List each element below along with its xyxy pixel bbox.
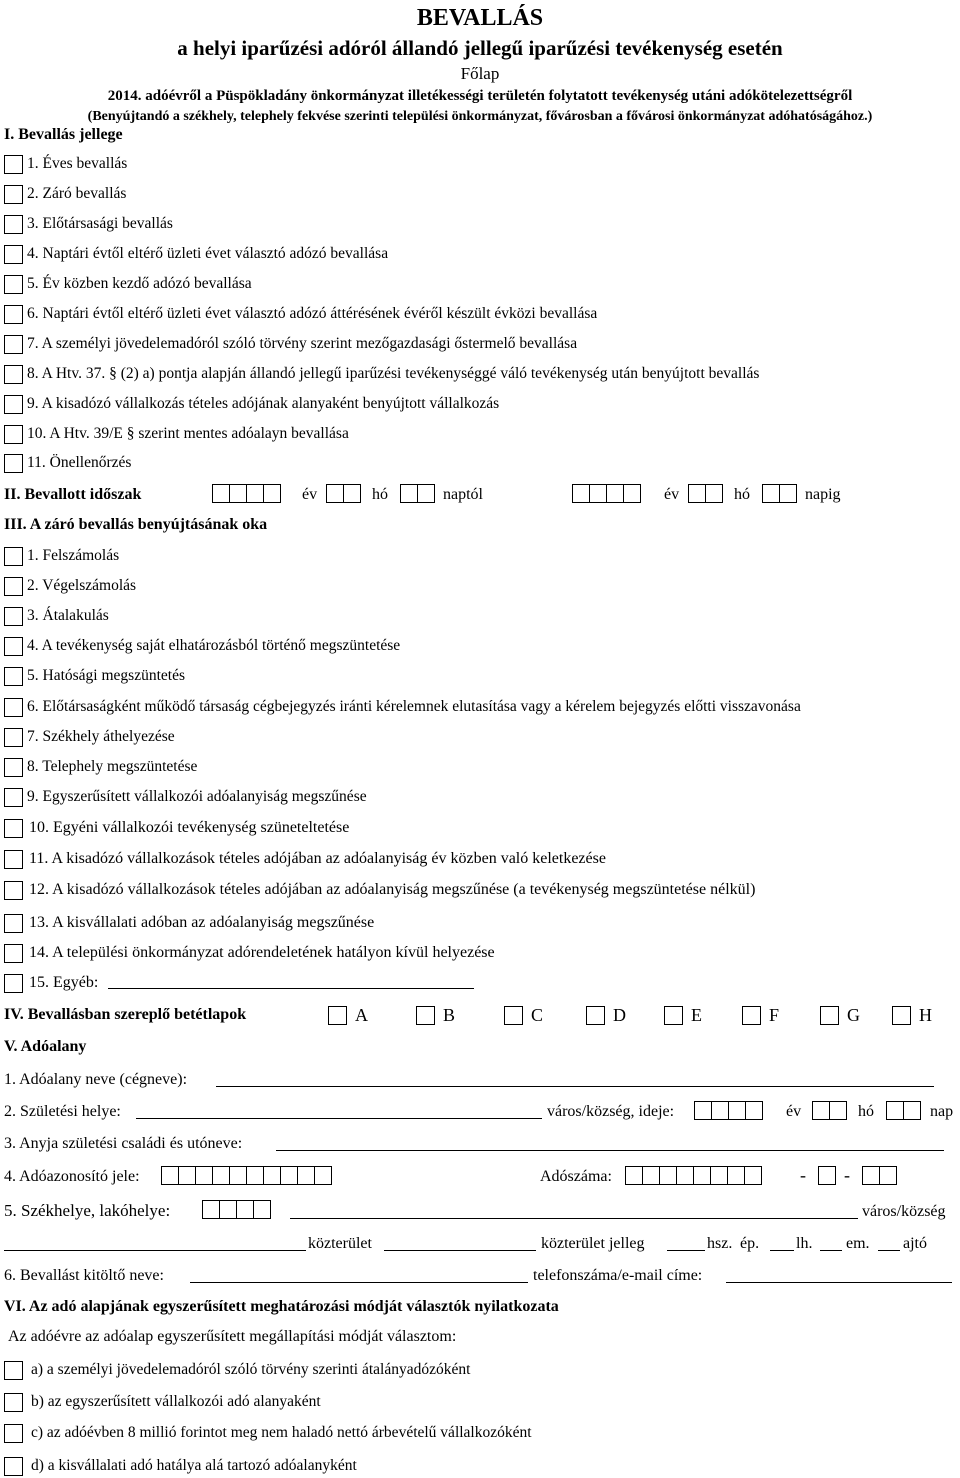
zaro-bevallas-reason-6[interactable]	[4, 696, 801, 718]
bevallas-jellege-option-9[interactable]	[4, 393, 499, 415]
bevallas-jellege-option-3-checkbox[interactable]	[4, 215, 23, 234]
zaro-bevallas-reason-1-label: 1. Felszámolás	[27, 547, 120, 564]
form-title: BEVALLÁS	[416, 5, 544, 31]
bevallas-jellege-option-6[interactable]	[4, 303, 597, 325]
house-number-label: hsz.	[707, 1235, 733, 1252]
period-end-month-label: hó	[734, 486, 750, 503]
zaro-bevallas-reason-8-checkbox[interactable]	[4, 758, 23, 777]
bevallas-jellege-option-4[interactable]	[4, 243, 388, 265]
bevallas-jellege-option-11-checkbox[interactable]	[4, 454, 23, 473]
period-start-month-boxes[interactable]	[326, 484, 360, 503]
zaro-bevallas-reason-4[interactable]	[4, 635, 400, 657]
bevallas-jellege-option-3-label: 3. Előtársasági bevallás	[27, 215, 173, 232]
zaro-bevallas-reason-3[interactable]	[4, 605, 109, 627]
bevallas-jellege-option-8-label: 8. A Htv. 37. § (2) a) pontja alapján állandó jellegű iparűzési tevékenységgé váló tevékenység után benyújtott bevallás	[27, 365, 760, 382]
tax-id-label: 4. Adóazonosító jele:	[4, 1168, 140, 1185]
attachment-sheet-letter: F	[769, 1005, 780, 1025]
zaro-bevallas-reason-2[interactable]	[4, 575, 136, 597]
zaro-bevallas-reason-12-checkbox[interactable]	[4, 881, 23, 900]
zaro-bevallas-reason-15-checkbox[interactable]	[4, 974, 23, 993]
simplified-method-option-b-checkbox[interactable]	[4, 1393, 23, 1412]
seat-label: 5. Székhelye, lakóhelye:	[4, 1201, 171, 1220]
zaro-bevallas-reason-3-label: 3. Átalakulás	[27, 607, 109, 624]
street-label: közterület	[308, 1235, 372, 1252]
zaro-bevallas-reason-14-label: 14. A települési önkormányzat adórendeletének hatályon kívül helyezése	[29, 944, 495, 961]
bevallas-jellege-option-5-label: 5. Év közben kezdő adózó bevallása	[27, 275, 252, 292]
section-3-title: III. A záró bevallás benyújtásának oka	[4, 516, 268, 533]
simplified-method-option-c-checkbox[interactable]	[4, 1424, 23, 1443]
simplified-method-option-c-label: c) az adóévben 8 millió forintot meg nem haladó nettó árbevételű vállalkozóként	[31, 1424, 532, 1441]
zaro-bevallas-reason-7-label: 7. Székhely áthelyezése	[27, 728, 175, 745]
section-1-title: I. Bevallás jellege	[4, 126, 123, 143]
section-6-title: VI. Az adó alapjának egyszerűsített meghatározási módját választók nyilatkozata	[4, 1298, 559, 1315]
zaro-bevallas-reason-4-checkbox[interactable]	[4, 637, 23, 656]
period-start-day-label: naptól	[443, 486, 483, 503]
attachment-sheet-d[interactable]	[586, 1005, 626, 1026]
zaro-bevallas-reason-8[interactable]	[4, 756, 197, 778]
staircase-field[interactable]	[820, 1250, 842, 1251]
zaro-bevallas-reason-10-checkbox[interactable]	[4, 819, 23, 838]
birth-day-label: nap	[930, 1103, 954, 1120]
bevallas-jellege-option-7-label: 7. A személyi jövedelemadóról szóló törvény szerint mezőgazdasági őstermelő bevallása	[27, 335, 578, 352]
simplified-method-option-b-label: b) az egyszerűsített vállalkozói adó alanyaként	[31, 1393, 321, 1410]
zaro-bevallas-reason-1-checkbox[interactable]	[4, 547, 23, 566]
simplified-method-option-a-checkbox[interactable]	[4, 1361, 23, 1380]
bevallas-jellege-option-1[interactable]	[4, 153, 127, 175]
birthplace-field[interactable]	[136, 1118, 542, 1119]
bevallas-jellege-option-1-label: 1. Éves bevallás	[27, 155, 128, 172]
city-field[interactable]	[290, 1218, 858, 1219]
simplified-method-option-a-label: a) a személyi jövedelemadóról szóló törvény szerinti átalányadózóként	[31, 1361, 471, 1378]
zaro-bevallas-reason-14[interactable]	[4, 942, 495, 964]
attachment-sheet-letter: B	[443, 1005, 456, 1025]
attachment-sheet-f[interactable]	[742, 1005, 779, 1026]
zaro-bevallas-reason-5[interactable]	[4, 665, 185, 687]
attachment-sheet-g[interactable]	[820, 1005, 860, 1026]
tax-id-boxes[interactable]	[161, 1166, 331, 1185]
city-label: város/község	[862, 1203, 946, 1220]
section-6-intro: Az adóévre az adóalap egyszerűsített megállapítási módját választom:	[8, 1328, 457, 1345]
mother-name-label: 3. Anyja születési családi és utóneve:	[4, 1135, 243, 1152]
bevallas-jellege-option-2[interactable]	[4, 183, 126, 205]
simplified-method-option-d[interactable]	[4, 1455, 357, 1477]
bevallas-jellege-option-3[interactable]	[4, 213, 173, 235]
period-end-day-boxes[interactable]	[762, 484, 796, 503]
zaro-bevallas-reason-15-label: 15. Egyéb:	[29, 974, 99, 991]
bevallas-jellege-option-11-label: 11. Önellenőrzés	[27, 454, 132, 471]
period-start-year-label: év	[302, 486, 318, 503]
attachment-sheet-b[interactable]	[416, 1005, 455, 1026]
building-label: ép.	[740, 1235, 760, 1252]
building-field[interactable]	[770, 1250, 794, 1251]
floor-label: em.	[846, 1235, 870, 1252]
bevallas-jellege-option-5[interactable]	[4, 273, 252, 295]
attachment-sheet-checkbox[interactable]	[820, 1006, 839, 1025]
phone-email-field[interactable]	[726, 1282, 952, 1283]
attachment-sheet-checkbox[interactable]	[664, 1006, 683, 1025]
period-end-month-boxes[interactable]	[688, 484, 722, 503]
zaro-bevallas-reason-9-checkbox[interactable]	[4, 788, 23, 807]
bevallas-jellege-option-9-checkbox[interactable]	[4, 395, 23, 414]
zaro-bevallas-reason-13[interactable]	[4, 912, 374, 934]
zaro-bevallas-reason-15[interactable]	[4, 972, 98, 994]
bevallas-jellege-option-9-label: 9. A kisadózó vállalkozás tételes adójának alanyaként benyújtott vállalkozás	[27, 395, 500, 412]
street-type-label: közterület jelleg	[541, 1235, 645, 1252]
zaro-bevallas-reason-13-label: 13. A kisvállalati adóban az adóalanyiság megszűnése	[29, 914, 375, 931]
staircase-label: lh.	[796, 1235, 813, 1252]
zaro-bevallas-reason-10-label: 10. Egyéni vállalkozói tevékenység szüneteltetése	[29, 819, 350, 836]
bevallas-jellege-option-1-checkbox[interactable]	[4, 155, 23, 174]
bevallas-jellege-option-7-checkbox[interactable]	[4, 335, 23, 354]
tax-number-label: Adószáma:	[540, 1168, 612, 1185]
period-start-year-boxes[interactable]	[212, 484, 280, 503]
other-reason-line[interactable]	[108, 988, 474, 989]
tax-number-vat-box[interactable]	[818, 1166, 835, 1185]
attachment-sheet-checkbox[interactable]	[504, 1006, 523, 1025]
zaro-bevallas-reason-8-label: 8. Telephely megszüntetése	[27, 758, 198, 775]
simplified-method-option-c[interactable]	[4, 1422, 532, 1444]
attachment-sheet-checkbox[interactable]	[416, 1006, 435, 1025]
bevallas-jellege-option-4-label: 4. Naptári évtől eltérő üzleti évet választó adózó bevallása	[27, 245, 389, 262]
bevallas-jellege-option-2-checkbox[interactable]	[4, 185, 23, 204]
attachment-sheet-checkbox[interactable]	[328, 1006, 347, 1025]
bevallas-jellege-option-11[interactable]	[4, 452, 131, 474]
page-label: Főlap	[460, 64, 500, 83]
attachment-sheet-a[interactable]	[328, 1005, 368, 1026]
birthplace-label: 2. Születési helye:	[4, 1103, 121, 1120]
bevallas-jellege-option-10[interactable]	[4, 423, 349, 445]
house-number-field[interactable]	[667, 1250, 705, 1251]
zaro-bevallas-reason-2-label: 2. Végelszámolás	[27, 577, 137, 594]
simplified-method-option-b[interactable]	[4, 1391, 321, 1413]
tax-number-county-boxes[interactable]	[862, 1166, 896, 1185]
zaro-bevallas-reason-10[interactable]	[4, 817, 349, 839]
bevallas-jellege-option-5-checkbox[interactable]	[4, 275, 23, 294]
zaro-bevallas-reason-14-checkbox[interactable]	[4, 944, 23, 963]
zaro-bevallas-reason-7[interactable]	[4, 726, 175, 748]
attachment-sheet-letter: C	[531, 1005, 544, 1025]
tax-number-dash-1: -	[800, 1165, 806, 1185]
bevallas-jellege-option-10-checkbox[interactable]	[4, 425, 23, 444]
postcode-boxes[interactable]	[202, 1200, 270, 1219]
zaro-bevallas-reason-11-checkbox[interactable]	[4, 850, 23, 869]
taxpayer-name-field[interactable]	[216, 1086, 934, 1087]
bevallas-jellege-option-7[interactable]	[4, 333, 577, 355]
zaro-bevallas-reason-12-label: 12. A kisadózó vállalkozások tételes adójában az adóalanyiság megszűnése (a tevékenység megszüntetése nélkül)	[29, 881, 756, 898]
attachment-sheet-checkbox[interactable]	[892, 1006, 911, 1025]
zaro-bevallas-reason-3-checkbox[interactable]	[4, 607, 23, 626]
tax-number-dash-2: -	[844, 1165, 850, 1185]
zaro-bevallas-reason-12[interactable]	[4, 879, 755, 901]
period-end-year-label: év	[664, 486, 680, 503]
zaro-bevallas-reason-11[interactable]	[4, 848, 606, 870]
attachment-sheet-letter: D	[613, 1005, 626, 1025]
attachment-sheet-letter: H	[919, 1005, 932, 1025]
zaro-bevallas-reason-11-label: 11. A kisadózó vállalkozások tételes adójában az adóalanyiság év közben való keletkezése	[29, 850, 606, 867]
attachment-sheet-checkbox[interactable]	[742, 1006, 761, 1025]
period-start-month-label: hó	[372, 486, 388, 503]
zaro-bevallas-reason-1[interactable]	[4, 545, 119, 567]
section-5-title: V. Adóalany	[4, 1038, 87, 1055]
attachment-sheet-letter: A	[355, 1005, 368, 1025]
header-line-2: (Benyújtandó a székhely, telephely fekvése szerinti települési önkormányzat, fővárosban a fővárosi önkormányzat adóhatóságához.)	[87, 109, 873, 124]
bevallas-jellege-option-8-checkbox[interactable]	[4, 365, 23, 384]
bevallas-jellege-option-4-checkbox[interactable]	[4, 245, 23, 264]
section-4-title: IV. Bevallásban szereplő betétlapok	[4, 1006, 247, 1023]
bevallas-jellege-option-6-checkbox[interactable]	[4, 305, 23, 324]
mother-name-field[interactable]	[276, 1150, 944, 1151]
birth-year-boxes[interactable]	[694, 1101, 762, 1120]
zaro-bevallas-reason-2-checkbox[interactable]	[4, 577, 23, 596]
section-2-title: II. Bevallott időszak	[4, 486, 142, 503]
tax-number-main-boxes[interactable]	[625, 1166, 761, 1185]
attachment-sheet-c[interactable]	[504, 1005, 543, 1026]
taxpayer-name-label: 1. Adóalany neve (cégneve):	[4, 1071, 188, 1088]
filler-name-label: 6. Bevallást kitöltő neve:	[4, 1267, 164, 1284]
zaro-bevallas-reason-6-label: 6. Előtársaságként működő társaság cégbejegyzés iránti kérelemnek elutasítása vagy a kérelem bejegyzés előtti visszavonása	[27, 698, 801, 715]
street-field[interactable]	[4, 1250, 306, 1251]
zaro-bevallas-reason-6-checkbox[interactable]	[4, 698, 23, 717]
simplified-method-option-d-label: d) a kisvállalati adó hatálya alá tartozó adóalanyként	[31, 1457, 357, 1474]
period-end-year-boxes[interactable]	[572, 484, 640, 503]
zaro-bevallas-reason-9[interactable]	[4, 786, 367, 808]
bevallas-jellege-option-10-label: 10. A Htv. 39/E § szerint mentes adóalayn bevallása	[27, 425, 349, 442]
zaro-bevallas-reason-7-checkbox[interactable]	[4, 728, 23, 747]
attachment-sheet-h[interactable]	[892, 1005, 932, 1026]
bevallas-jellege-option-2-label: 2. Záró bevallás	[27, 185, 127, 202]
phone-email-label: telefonszáma/e-mail címe:	[533, 1267, 703, 1284]
birth-year-label: év	[786, 1103, 802, 1120]
period-start-day-boxes[interactable]	[400, 484, 434, 503]
bevallas-jellege-option-8[interactable]	[4, 363, 759, 385]
zaro-bevallas-reason-4-label: 4. A tevékenység saját elhatározásból történő megszüntetése	[27, 637, 401, 654]
street-type-field[interactable]	[384, 1250, 536, 1251]
city-date-label: város/község, ideje:	[547, 1103, 675, 1120]
header-line-1: 2014. adóévről a Püspökladány önkormányzat illetékességi területén folytatott tevékenység utáni adókötelezettségről	[107, 88, 853, 104]
simplified-method-option-a[interactable]	[4, 1359, 470, 1381]
door-label: ajtó	[903, 1235, 927, 1252]
zaro-bevallas-reason-5-label: 5. Hatósági megszüntetés	[27, 667, 185, 684]
floor-field[interactable]	[878, 1250, 900, 1251]
birth-month-label: hó	[858, 1103, 874, 1120]
birth-day-boxes[interactable]	[886, 1101, 920, 1120]
period-end-day-label: napig	[805, 486, 841, 503]
bevallas-jellege-option-6-label: 6. Naptári évtől eltérő üzleti évet választó adózó áttérésének évéről készült évközi bevallása	[27, 305, 598, 322]
form-subtitle: a helyi iparűzési adóról állandó jellegű iparűzési tevékenység esetén	[177, 36, 783, 60]
birth-month-boxes[interactable]	[812, 1101, 846, 1120]
zaro-bevallas-reason-13-checkbox[interactable]	[4, 914, 23, 933]
attachment-sheet-letter: E	[691, 1005, 702, 1025]
simplified-method-option-d-checkbox[interactable]	[4, 1457, 23, 1476]
attachment-sheet-e[interactable]	[664, 1005, 702, 1026]
zaro-bevallas-reason-5-checkbox[interactable]	[4, 667, 23, 686]
attachment-sheet-checkbox[interactable]	[586, 1006, 605, 1025]
zaro-bevallas-reason-9-label: 9. Egyszerűsített vállalkozói adóalanyiság megszűnése	[27, 788, 367, 805]
filler-name-field[interactable]	[190, 1282, 528, 1283]
attachment-sheet-letter: G	[847, 1005, 860, 1025]
